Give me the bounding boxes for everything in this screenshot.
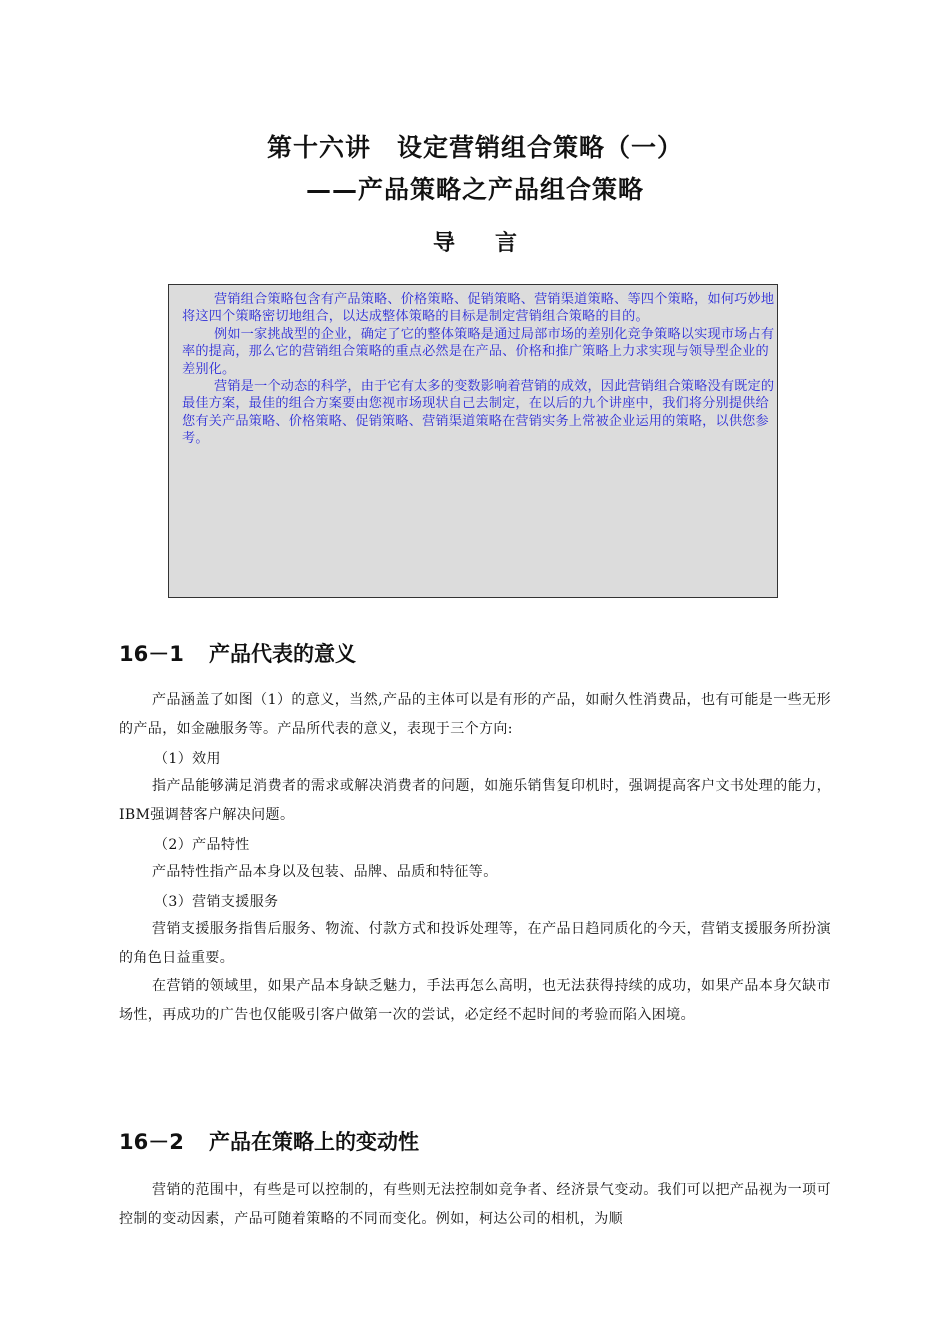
section-1-paragraph-conclusion: 在营销的领域里，如果产品本身缺乏魅力，手法再怎么高明，也无法获得持续的成功，如果产品本身欠缺市场性，再成功的广告也仅能吸引客户做第一次的尝试，必定经不起时间的考验而陷入困境。 <box>119 978 831 1023</box>
intro-paragraph-3: 营销是一个动态的科学，由于它有太多的变数影响着营销的成效，因此营销组合策略没有既定的最佳方案，最佳的组合方案要由您视市场现状自己去制定，在以后的九个讲座中，我们将分别提供给您有关产品策略、价格策略、促销策略、营销渠道策略在营销实务上常被企业运用的策略，以供您参考。 <box>182 379 775 447</box>
section-1-item-2-text: 产品特性指产品本身以及包装、品牌、品质和特征等。 <box>152 864 498 880</box>
section-1-title: 产品代表的意义 <box>209 641 356 666</box>
section-1-item-1-text: 指产品能够满足消费者的需求或解决消费者的问题，如施乐销售复印机时，强调提高客户文书处理的能力，IBM强调替客户解决问题。 <box>119 778 831 823</box>
section-2-title: 产品在策略上的变动性 <box>209 1129 419 1154</box>
section-2-number: 16－2 <box>119 1130 184 1154</box>
section-1-item-3-label: （3）营销支援服务 <box>154 894 279 910</box>
section-1-item-3-text: 营销支援服务指售后服务、物流、付款方式和投诉处理等，在产品日趋同质化的今天，营销支援服务所扮演的角色日益重要。 <box>119 921 831 966</box>
page-subtitle: ——产品策略之产品组合策略 <box>305 175 644 204</box>
section-1-heading <box>119 638 356 668</box>
section-2-heading <box>119 1126 419 1156</box>
intro-paragraph-1: 营销组合策略包含有产品策略、价格策略、促销策略、营销渠道策略、等四个策略，如何巧妙地将这四个策略密切地组合，以达成整体策略的目标是制定营销组合策略的目的。 <box>182 292 775 325</box>
section-1-paragraph-intro: 产品涵盖了如图（1）的意义，当然,产品的主体可以是有形的产品，如耐久性消费品，也有可能是一些无形的产品，如金融服务等。产品所代表的意义，表现于三个方向: <box>119 692 831 737</box>
intro-heading: 导言 <box>432 230 557 256</box>
section-1-number: 16－1 <box>119 642 184 666</box>
section-1-item-1-label: （1）效用 <box>154 751 221 767</box>
intro-box <box>168 284 778 598</box>
page-title: 第十六讲 设定营销组合策略（一） <box>266 133 683 162</box>
section-2-paragraph-1: 营销的范围中，有些是可以控制的，有些则无法控制如竞争者、经济景气变动。我们可以把产品视为一项可控制的变动因素，产品可随着策略的不同而变化。例如，柯达公司的相机，为顺 <box>119 1182 831 1227</box>
intro-paragraph-2: 例如一家挑战型的企业，确定了它的整体策略是通过局部市场的差别化竞争策略以实现市场占有率的提高，那么它的营销组合策略的重点必然是在产品、价格和推广策略上力求实现与领导型企业的差别化。 <box>182 326 775 377</box>
section-1-item-2-label: （2）产品特性 <box>154 837 250 853</box>
